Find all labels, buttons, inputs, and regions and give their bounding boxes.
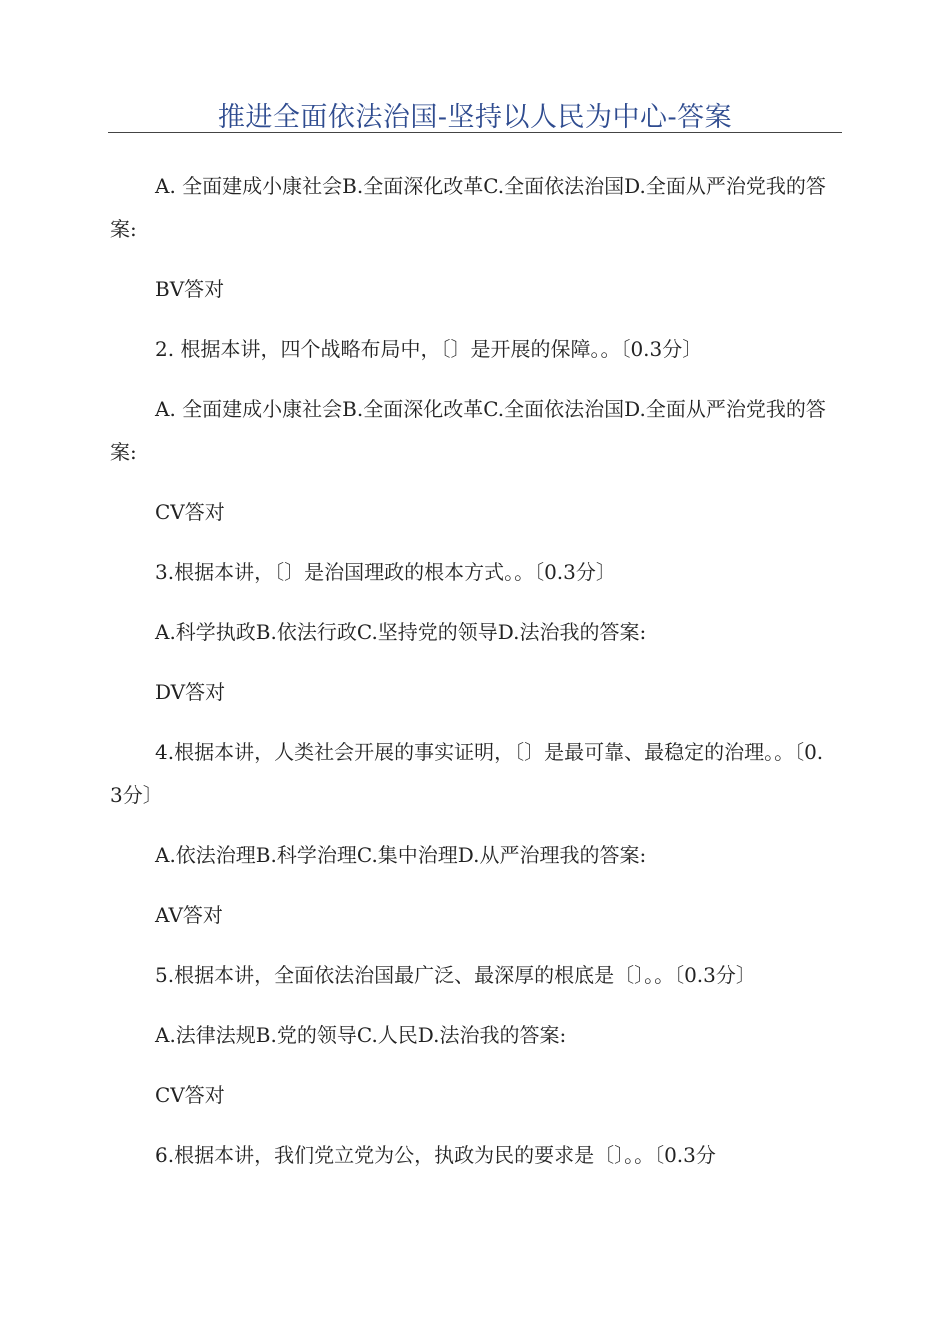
question-5: 5.根据本讲，全面依法治国最广泛、最深厚的根底是〔〕。。〔0.3分〕 bbox=[155, 963, 756, 987]
answer-result-q2: CV答对 bbox=[155, 500, 225, 524]
answer-result-q4: AV答对 bbox=[155, 903, 223, 927]
option-list-q3: A.科学执政B.依法行政C.坚持党的领导D.法治我的答案: bbox=[155, 620, 647, 644]
question-3: 3.根据本讲，〔〕是治国理政的根本方式。。〔0.3分〕 bbox=[155, 560, 616, 584]
document-title: 推进全面依法治国-坚持以人民为中心-答案 bbox=[217, 102, 733, 133]
question-2: 2. 根据本讲，四个战略布局中，〔〕是开展的保障。。〔0.3分〕 bbox=[155, 337, 703, 361]
question-4: 4.根据本讲，人类社会开展的事实证明，〔〕是最可靠、最稳定的治理。。〔0.3分〕 bbox=[110, 740, 824, 807]
option-list-q2: A. 全面建成小康社会B.全面深化改革C.全面依法治国D.全面从严治党我的答案: bbox=[110, 397, 826, 464]
question-6: 6.根据本讲，我们党立党为公，执政为民的要求是〔〕。。〔0.3分 bbox=[155, 1143, 716, 1167]
document-body bbox=[110, 165, 832, 1194]
option-list-q4: A.依法治理B.科学治理C.集中治理D.从严治理我的答案: bbox=[155, 843, 647, 867]
answer-result-q5: CV答对 bbox=[155, 1083, 225, 1107]
option-list-q5: A.法律法规B.党的领导C.人民D.法治我的答案: bbox=[155, 1023, 567, 1047]
option-list-q1: A. 全面建成小康社会B.全面深化改革C.全面依法治国D.全面从严治党我的答案: bbox=[110, 174, 826, 241]
answer-result-q1: BV答对 bbox=[155, 277, 225, 301]
answer-result-q3: DV答对 bbox=[155, 680, 226, 704]
title-underline bbox=[108, 132, 842, 133]
